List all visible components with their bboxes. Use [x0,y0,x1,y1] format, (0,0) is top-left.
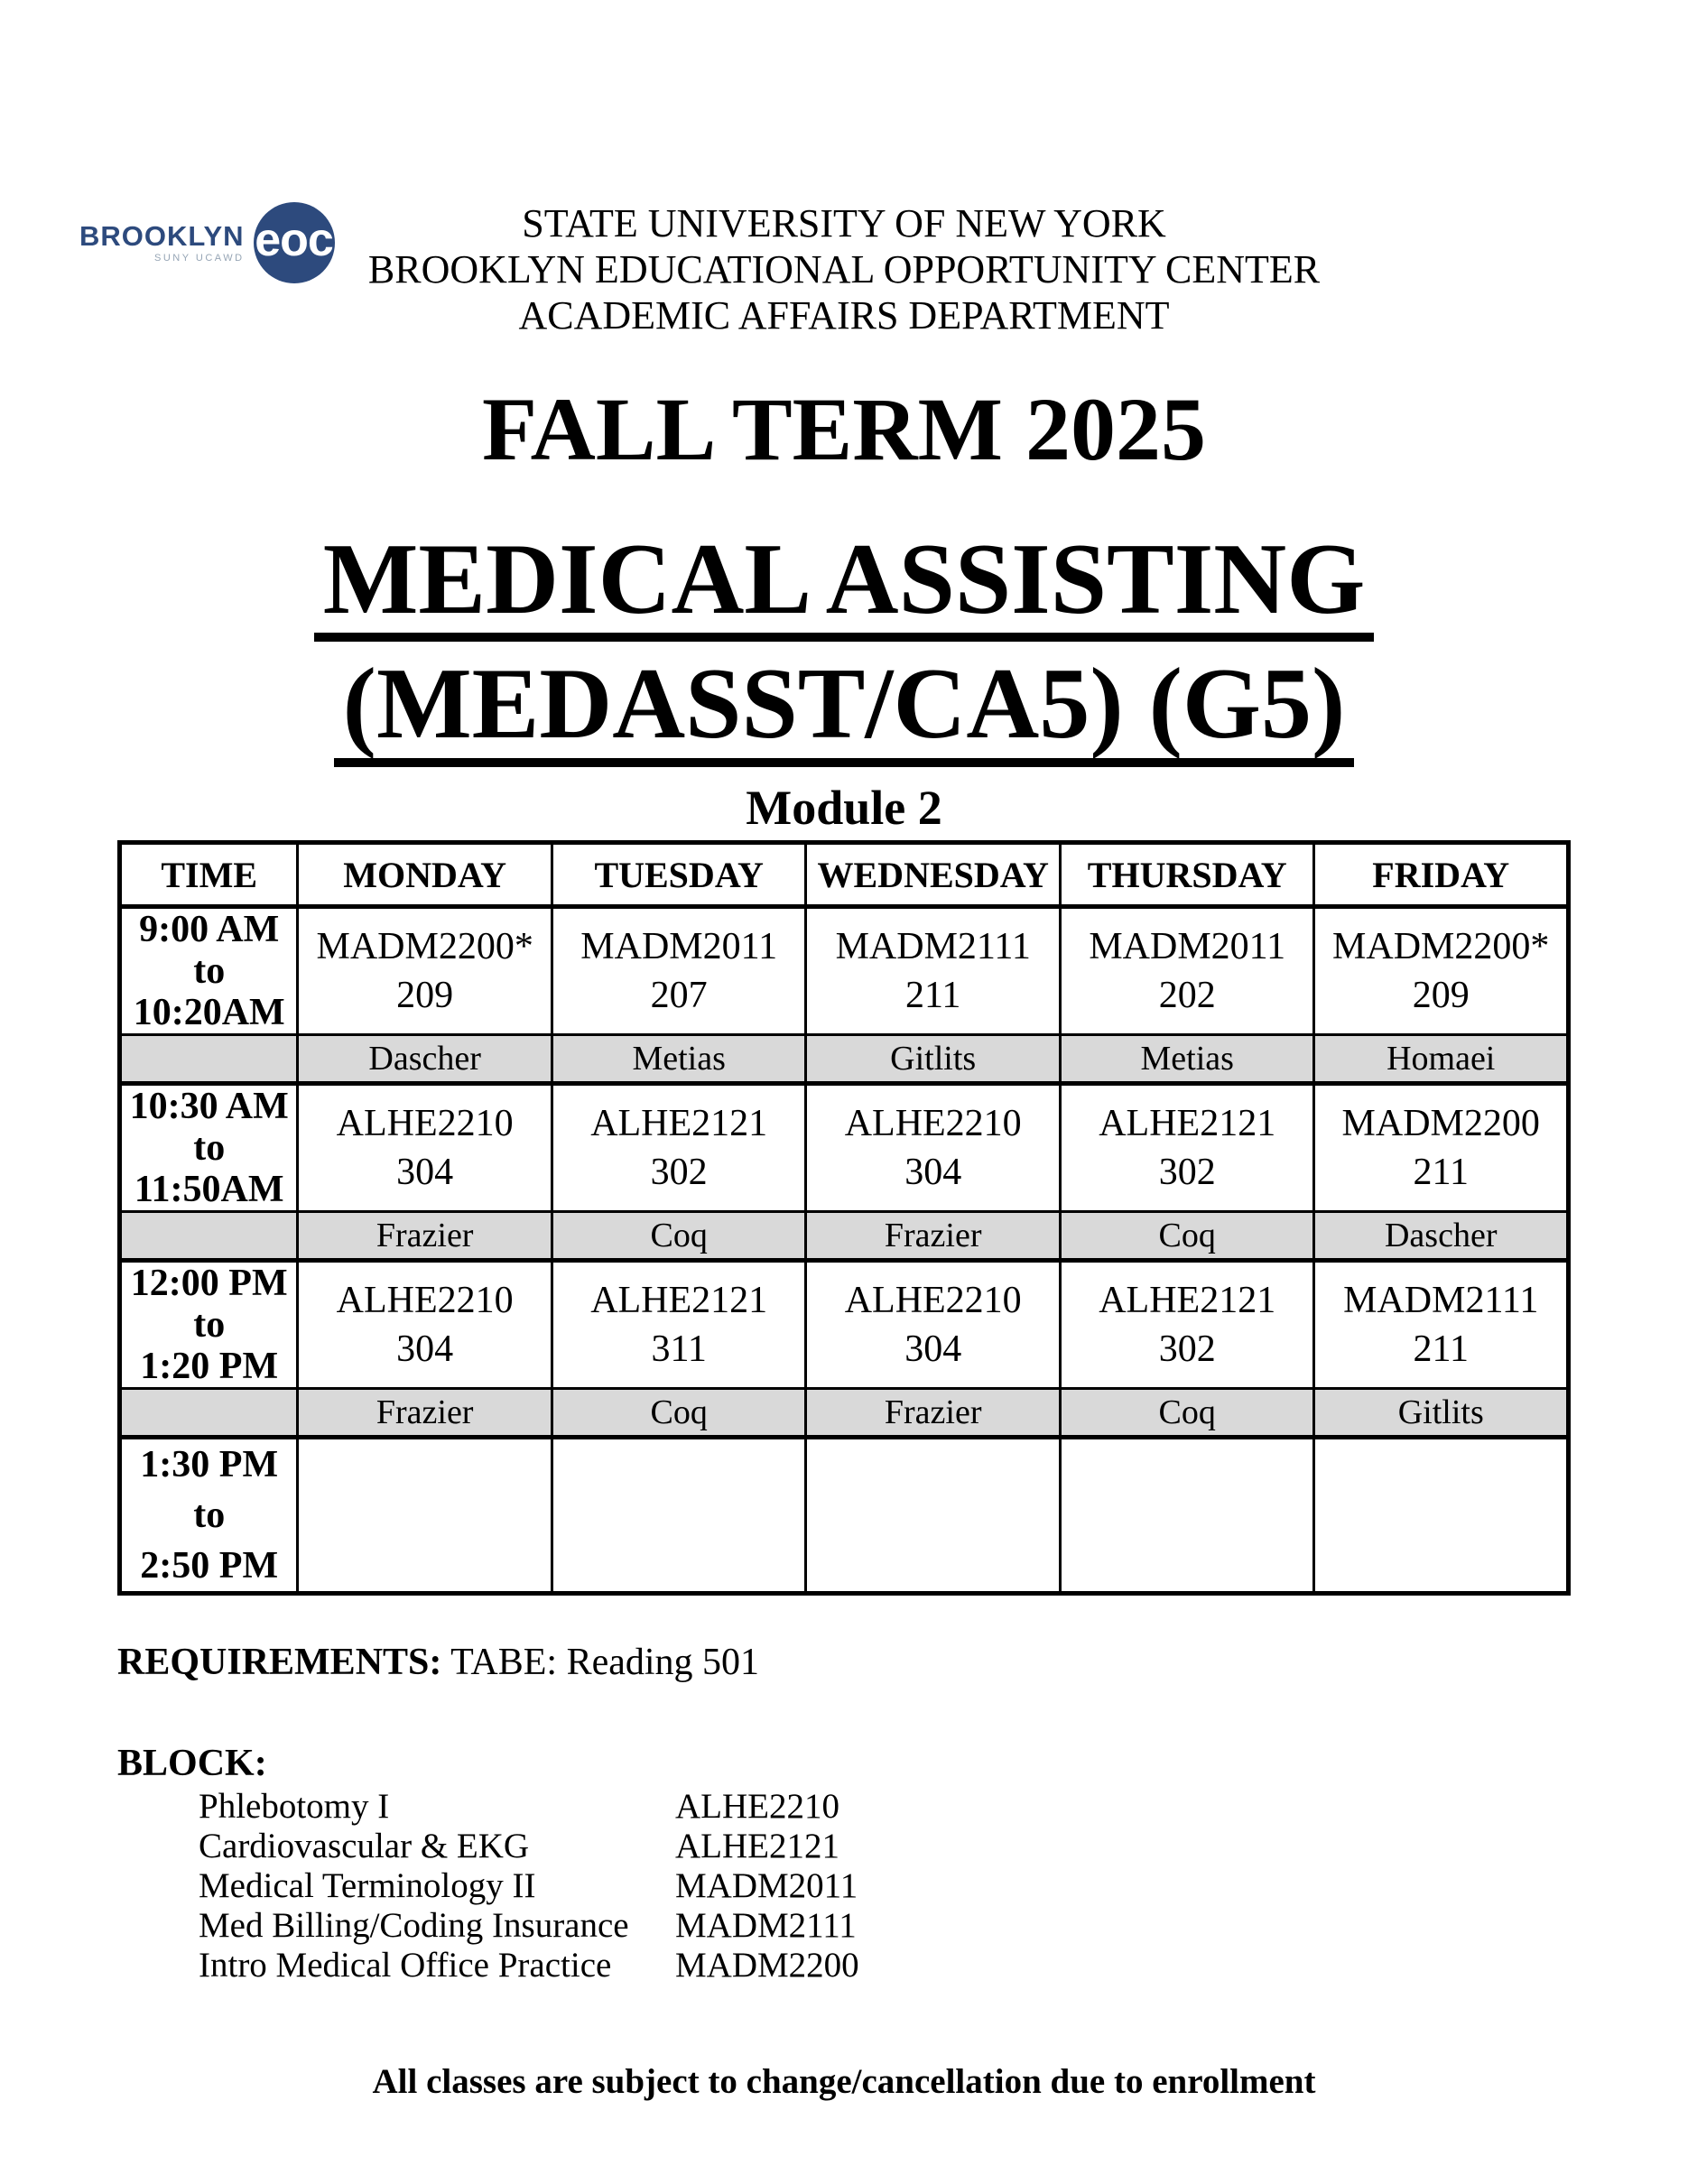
instructor-cell: Metias [552,1035,806,1084]
instructor-cell: Frazier [298,1212,552,1261]
instructor-cell: Gitlits [1314,1389,1569,1438]
instructor-row-time-spacer [120,1212,298,1261]
class-cell [806,1261,1061,1389]
department-name: ACADEMIC AFFAIRS DEPARTMENT [518,293,1170,338]
time-cell [120,907,298,1035]
time-connector: to [193,1127,226,1170]
block-item-name: Intro Medical Office Practice [199,1946,612,1985]
course-code: ALHE2210 [336,1280,514,1322]
footer-note: All classes are subject to change/cancellation due to enrollment [372,2062,1316,2101]
class-cell [806,1084,1061,1212]
program-title-line1-wrap [0,523,1688,642]
logo-subtitle-text: SUNY UCAWD [153,253,245,264]
class-cell [1060,1261,1314,1389]
room-number: 304 [904,1328,962,1371]
block-item-code: MADM2200 [675,1946,859,1985]
instructor-row-period-3 [120,1389,1569,1438]
instructor-cell: Homaei [1314,1035,1569,1084]
instructor-row-time-spacer [120,1389,298,1438]
room-number: 211 [1413,1328,1469,1371]
schedule-header-row [120,843,1569,907]
class-cell [552,1084,806,1212]
course-code: MADM2200 [1341,1103,1540,1145]
program-title [0,523,1688,767]
class-cell [1314,1084,1569,1212]
time-connector: to [193,1304,226,1346]
class-cell [1314,907,1569,1035]
block-item-name: Cardiovascular & EKG [199,1827,530,1866]
instructor-cell: Coq [552,1212,806,1261]
class-cell [552,907,806,1035]
empty-class-cell [1314,1438,1569,1594]
schedule-table [117,840,1571,1596]
instructor-row-period-1 [120,1035,1569,1084]
room-number: 304 [396,1152,454,1194]
room-number: 304 [904,1152,962,1194]
class-cell [1060,1084,1314,1212]
program-title-line2: (MEDASST/CA5) (G5) [334,656,1355,766]
block-item [199,1866,1688,1906]
time-start: 9:00 AM [139,909,280,951]
block-item-name: Phlebotomy I [199,1787,390,1827]
block-item-code: ALHE2210 [675,1787,839,1827]
university-name: STATE UNIVERSITY OF NEW YORK [522,201,1166,245]
logo-brand-text: BROOKLYN [79,220,245,252]
course-code: ALHE2210 [844,1103,1022,1145]
column-header-monday: MONDAY [298,843,552,907]
instructor-cell: Metias [1060,1035,1314,1084]
class-cell [298,1261,552,1389]
block-item [199,1827,1688,1866]
time-end: 11:50AM [134,1169,284,1211]
eoc-circle-badge [254,202,335,283]
block-item-name: Medical Terminology II [199,1866,536,1906]
eoc-badge-text: eoc [255,214,333,266]
instructor-row-period-2 [120,1212,1569,1261]
column-header-tuesday: TUESDAY [552,843,806,907]
course-code: ALHE2121 [1099,1103,1276,1145]
time-connector: to [193,1495,226,1537]
course-code: MADM2200* [316,926,533,968]
class-cell [298,1084,552,1212]
column-header-friday: FRIDAY [1314,843,1569,907]
room-number: 209 [1412,975,1470,1017]
block-item-code: MADM2111 [675,1906,857,1946]
course-code: MADM2111 [835,926,1031,968]
time-cell [120,1261,298,1389]
course-code: ALHE2121 [590,1103,768,1145]
schedule-row-period-1 [120,907,1569,1035]
column-header-thursday: THURSDAY [1060,843,1314,907]
empty-class-cell [298,1438,552,1594]
schedule-row-period-4 [120,1438,1569,1594]
block-item [199,1946,1688,1985]
course-code: MADM2011 [580,926,778,968]
schedule-row-period-2 [120,1084,1569,1212]
course-code: MADM2111 [1343,1280,1539,1322]
time-cell [120,1084,298,1212]
instructor-cell: Coq [1060,1212,1314,1261]
class-cell [298,907,552,1035]
instructor-row-time-spacer [120,1035,298,1084]
block-label: BLOCK: [117,1743,267,1785]
room-number: 207 [650,975,708,1017]
room-number: 209 [396,975,454,1017]
room-number: 211 [904,975,961,1017]
block-item [199,1906,1688,1946]
course-code: MADM2011 [1089,926,1286,968]
time-start: 12:00 PM [130,1263,288,1305]
class-cell [806,907,1061,1035]
block-list [199,1787,1688,1985]
room-number: 202 [1158,975,1216,1017]
block-item-name: Med Billing/Coding Insurance [199,1906,629,1946]
instructor-cell: Coq [1060,1389,1314,1438]
course-code: ALHE2210 [336,1103,514,1145]
column-header-time: TIME [120,843,298,907]
room-number: 311 [651,1328,707,1371]
course-code: ALHE2210 [844,1280,1022,1322]
instructor-cell: Dascher [298,1035,552,1084]
time-connector: to [193,950,226,993]
requirements-line [117,1641,1688,1684]
instructor-cell: Frazier [806,1212,1061,1261]
time-start: 1:30 PM [140,1444,279,1486]
letterhead [0,0,1688,338]
time-end: 1:20 PM [140,1346,279,1388]
requirements-value: TABE: Reading 501 [441,1642,760,1684]
brooklyn-eoc-logo [79,202,335,283]
course-code: MADM2200* [1332,926,1550,968]
room-number: 304 [396,1328,454,1371]
instructor-cell: Gitlits [806,1035,1061,1084]
schedule-row-period-3 [120,1261,1569,1389]
time-end: 10:20AM [133,992,285,1034]
empty-class-cell [806,1438,1061,1594]
program-title-line2-wrap [0,648,1688,766]
block-item-code: MADM2011 [675,1866,858,1906]
class-cell [552,1261,806,1389]
course-code: ALHE2121 [1099,1280,1276,1322]
center-name: BROOKLYN EDUCATIONAL OPPORTUNITY CENTER [367,247,1321,292]
room-number: 302 [1158,1328,1216,1371]
class-cell [1060,907,1314,1035]
module-subtitle: Module 2 [746,780,942,835]
empty-class-cell [552,1438,806,1594]
block-item-code: ALHE2121 [675,1827,839,1866]
instructor-cell: Dascher [1314,1212,1569,1261]
instructor-cell: Frazier [806,1389,1061,1438]
course-code: ALHE2121 [590,1280,768,1322]
time-start: 10:30 AM [129,1086,289,1128]
empty-class-cell [1060,1438,1314,1594]
block-section [117,1742,1688,1985]
program-title-line1: MEDICAL ASSISTING [314,532,1375,642]
term-title: FALL TERM 2025 [482,379,1206,479]
instructor-cell: Frazier [298,1389,552,1438]
time-cell [120,1438,298,1594]
requirements-label: REQUIREMENTS: [117,1642,442,1684]
logo-text-block [79,222,245,264]
block-item [199,1787,1688,1827]
class-cell [1314,1261,1569,1389]
column-header-wednesday: WEDNESDAY [806,843,1061,907]
room-number: 302 [1158,1152,1216,1194]
room-number: 211 [1413,1152,1469,1194]
time-end: 2:50 PM [140,1545,279,1587]
instructor-cell: Coq [552,1389,806,1438]
room-number: 302 [650,1152,708,1194]
